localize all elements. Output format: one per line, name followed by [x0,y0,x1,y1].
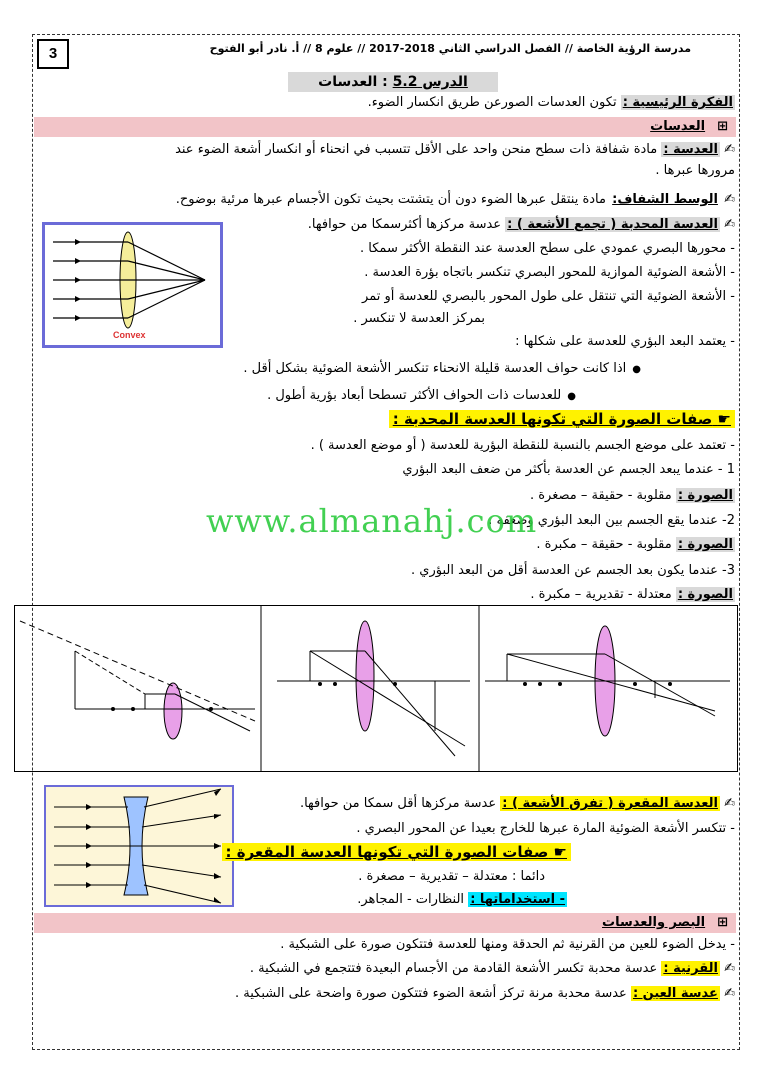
case-condition: 1 - عندما يبعد الجسم عن العدسة بأكثر من ضعف البعد البؤري [402,462,735,477]
page-header: مدرسة الرؤية الخاصة // الفصل الدراسي الثاني 2018-2017 // علوم 8 // أ. نادر أبو الفتوح [209,42,691,55]
lens-text: مادة شفافة ذات سطح منحن واحد على الأقل تتسبب في انحناء أو انكسار أشعة الضوء عند [175,142,662,157]
convex-point: - يعتمد البعد البؤري للعدسة على شكلها : [515,334,735,349]
arrow-heads [75,239,81,321]
concave-images-heading-text: صفات الصورة التي تكونها العدسة المقعرة : [225,843,549,861]
case-result-props: مقلوبة - حقيقة – مصغرة . [529,488,676,503]
case-condition: 3- عندما يكون بعد الجسم عن العدسة أقل من البعد البؤري . [411,563,735,578]
medium-label: الوسط الشفاف: [612,192,718,207]
case-condition: 2- عندما يقع الجسم بين البعد البؤري وضعفه . [488,513,735,528]
eye-lens-text: عدسة محدبة مرنة تركز أشعة الضوء فتتكون صورة واضحة على الشبكية . [235,986,631,1001]
diagram-diminished-real [485,626,730,736]
convex-caption: Convex [113,330,146,340]
pencil-icon: ✍ [724,986,735,1001]
concave-images-text: دائما : معتدلة – تقديرية – مصغرة . [358,869,545,884]
vision-point: - يدخل الضوء للعين من القرنية ثم الحدقة ومنها للعدسة فتتكون صورة على الشبكية . [280,937,735,952]
case-result-props: مقلوبة - حقيقة – مكبرة . [536,537,676,552]
convex-point: - محورها البصري عمودي على سطح العدسة عند النقطة الأكثر سمكا . [360,241,735,256]
grid-icon: ⊞ [717,915,728,930]
page-number: 3 [37,39,69,69]
section-vision-band [34,913,736,933]
lens-label: العدسة : [663,142,718,157]
section-lenses-title: العدسات [650,119,706,134]
concave-lens-figure [44,785,234,907]
convex-bullet: ● للعدسات ذات الحواف الأكثر تسطحا أبعاد بؤرية أطول . [267,387,576,406]
convex-point: - الأشعة الضوئية التي تنتقل على طول المحور بالبصري للعدسة أو تمر [362,289,735,304]
lens-definition-cont: مرورها عبرها . [655,163,735,178]
pencil-icon: ✍ [724,961,735,976]
uses-text: النظارات - المجاهر. [357,892,469,907]
concave-images-heading [222,843,572,861]
case-result-props: معتدلة - تقديرية – مكبرة . [530,587,676,602]
case-result-label: الصورة : [677,587,733,602]
concave-label: العدسة المقعرة ( تفرق الأشعة ) : [502,796,718,811]
section-lenses-band [34,117,736,137]
convex-point: - الأشعة الضوئية الموازية للمحور البصري تنكسر باتجاه بؤرة العدسة . [364,265,735,280]
diagram-magnified-real [277,621,470,756]
lesson-title [288,72,498,92]
concave-definition [300,795,735,813]
concave-text: عدسة مركزها أقل سمكا من حوافها. [299,796,501,811]
lens-definition [175,141,735,159]
convex-label: العدسة المحدبة ( تجمع الأشعة ) : [507,217,718,232]
convex-definition [308,216,735,234]
case-result [530,586,735,604]
concave-uses [357,891,567,909]
cornea-label: القرنية : [663,961,718,976]
ray-diagrams-panel [14,605,738,772]
cornea-text: عدسة محدبة تكسر الأشعة القادمة من الأجسام البعيدة فتتجمع في الشبكية . [249,961,662,976]
section-vision-title: البصر والعدسات [602,915,706,930]
convex-lens-diagram [45,225,220,345]
watermark: www.almanahj.com [206,502,538,540]
eye-lens-label: عدسة العين : [632,986,718,1001]
convex-images-intro: - تعتمد على موضع الجسم بالنسبة للنقطة البؤرية للعدسة ( أو موضع العدسة ) . [310,438,735,453]
grid-icon: ⊞ [717,119,728,134]
main-idea-text: تكون العدسات الصورعن طريق انكسار الضوء. [367,95,621,110]
convex-images-heading-text: صفات الصورة التي تكونها العدسة المحدبة : [392,410,713,428]
convex-images-heading [389,410,735,428]
case-result-label: الصورة : [677,537,733,552]
concave-point: - تتكسر الأشعة الضوئية المارة عبرها للخارج بعيدا عن المحور البصري . [356,821,735,836]
hand-icon: ☛ [717,410,731,428]
eye-lens-definition [235,985,735,1003]
convex-point: بمركز العدسة لا تنكسر . [353,311,485,326]
medium-definition [176,191,735,209]
pencil-icon: ✍ [724,142,735,157]
convex-text: عدسة مركزها أكثرسمكا من حوافها. [307,217,506,232]
hand-icon: ☛ [553,843,567,861]
medium-text: مادة ينتقل عبرها الضوء دون أن يتشتت بحيث تكون الأجسام عبرها مرئية بوضوح. [175,192,611,207]
lesson-name: العدسات [318,74,378,90]
diagram-virtual-image [20,621,255,739]
case-result-label: الصورة : [677,488,733,503]
pencil-icon: ✍ [724,217,735,232]
main-idea-label: الفكرة الرئيسية : [622,95,733,110]
cornea-definition [250,960,735,978]
case-result [530,487,735,505]
ray-diagrams [15,606,737,771]
convex-bullet: ● اذا كانت حواف العدسة قليلة الانحناء تنكسر الأشعة الضوئية بشكل أقل . [243,360,641,379]
pencil-icon: ✍ [724,796,735,811]
concave-lens-diagram [46,787,232,905]
lesson-sep: : [377,74,393,90]
convex-lens-figure [42,222,223,348]
case-result [536,536,735,554]
main-idea [368,94,735,112]
uses-label: - استخداماتها : [470,892,565,907]
lesson-label: الدرس 5.2 [392,74,468,90]
pencil-icon: ✍ [724,192,735,207]
